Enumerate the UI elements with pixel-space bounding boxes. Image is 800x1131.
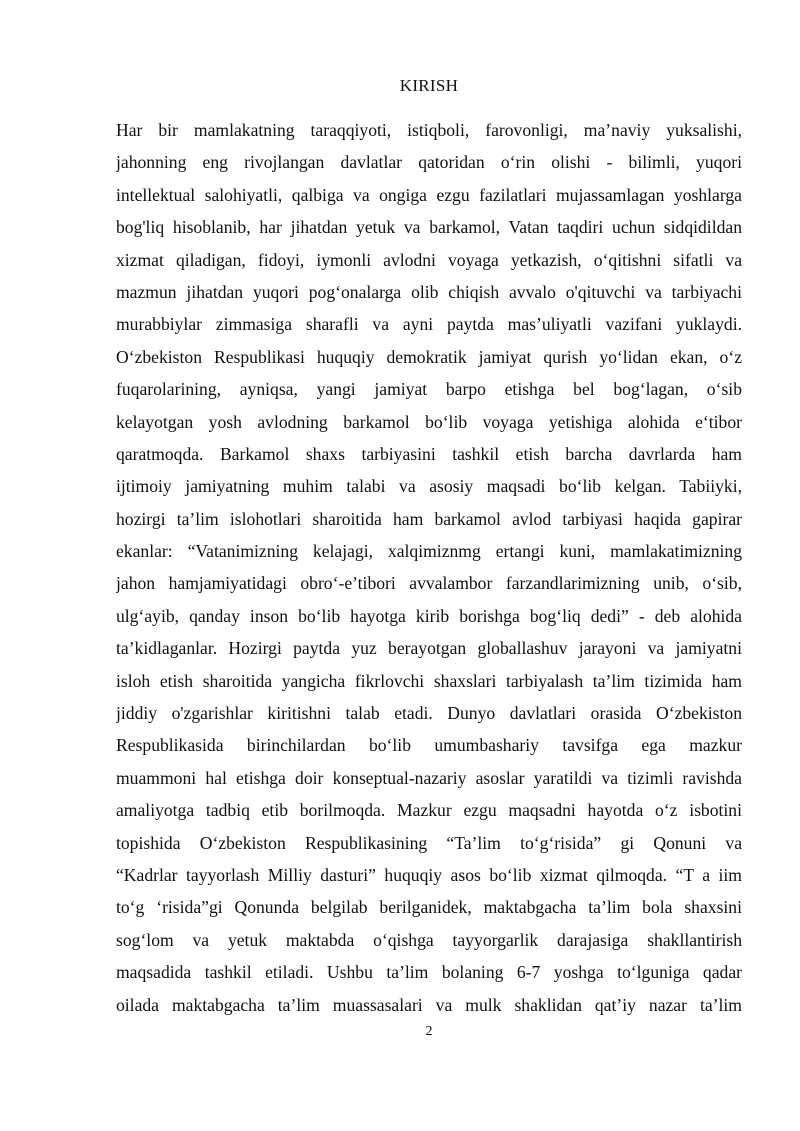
text-line: maqsadida tashkil etiladi. Ushbu ta’lim bolaning 6-7 yoshga to‘lguniga qadar <box>116 962 742 983</box>
text-line: “Kadrlar tayyorlash Milliy dasturi” huquqiy asos bo‘lib xizmat qilmoqda. “T a iim <box>116 864 742 885</box>
text-line: isloh etish sharoitida yangicha fikrlovchi shaxslari tarbiyalash ta’lim tizimida ham <box>116 670 742 691</box>
text-line: murabbiylar zimmasiga sharafli va ayni paytda mas’uliyatli vazifani yuklaydi. <box>116 314 742 335</box>
text-line: jahon hamjamiyatidagi obro‘-e’tibori avvalambor farzandlarimizning unib, o‘sib, <box>116 573 742 594</box>
page-number: 2 <box>425 1024 433 1039</box>
text-line: ekanlar: “Vatanimizning kelajagi, xalqimiznmg ertangi kuni, mamlakatimizning <box>116 541 742 562</box>
text-line: bog'liq hisoblanib, har jihatdan yetuk va barkamol, Vatan taqdiri uchun sidqidildan <box>116 217 742 238</box>
text-line: jiddiy o'zgarishlar kiritishni talab etadi. Dunyo davlatlari orasida O‘zbekiston <box>116 703 742 724</box>
text-line: ulg‘ayib, qanday inson bo‘lib hayotga kirib borishga bog‘liq dedi” - deb alohida <box>116 605 742 626</box>
text-line: intellektual salohiyatli, qalbiga va ongiga ezgu fazilatlari mujassamlagan yoshlarga <box>116 184 742 205</box>
text-line: topishida O‘zbekiston Respublikasining “Ta’lim to‘g‘risida” gi Qonuni va <box>116 832 742 853</box>
text-line: kelayotgan yosh avlodning barkamol bo‘lib voyaga yetishiga alohida e‘tibor <box>116 411 742 432</box>
text-line: jahonning eng rivojlangan davlatlar qatoridan o‘rin olishi - bilimli, yuqori <box>116 152 742 173</box>
text-line: ijtimoiy jamiyatning muhim talabi va asosiy maqsadi bo‘lib kelgan. Tabiiyki, <box>116 476 742 497</box>
text-line: O‘zbekiston Respublikasi huquqiy demokratik jamiyat qurish yo‘lidan ekan, o‘z <box>116 346 742 367</box>
text-line: qaratmoqda. Barkamol shaxs tarbiyasini tashkil etish barcha davrlarda ham <box>116 443 742 464</box>
text-line: mazmun jihatdan yuqori pog‘onalarga olib chiqish avvalo o'qituvchi va tarbiyachi <box>116 281 742 302</box>
text-line: muammoni hal etishga doir konseptual-nazariy asoslar yaratildi va tizimli ravishda <box>116 767 742 788</box>
text-line: oilada maktabgacha ta’lim muassasalari va mulk shaklidan qat’iy nazar ta’lim <box>116 994 742 1015</box>
section-heading: KIRISH <box>399 76 459 95</box>
body-paragraph <box>116 114 742 1021</box>
text-line: xizmat qiladigan, fidoyi, iymonli avlodni voyaga yetkazish, o‘qitishni sifatli va <box>116 249 742 270</box>
text-line: Respublikasida birinchilardan bo‘lib umumbashariy tavsifga ega mazkur <box>116 735 742 756</box>
text-line: to‘g ‘risida”gi Qonunda belgilab berilganidek, maktabgacha ta’lim bola shaxsini <box>116 897 742 918</box>
text-line: fuqarolarining, ayniqsa, yangi jamiyat barpo etishga bel bog‘lagan, o‘sib <box>116 379 742 400</box>
text-line: ta’kidlaganlar. Hozirgi paytda yuz berayotgan globallashuv jarayoni va jamiyatni <box>116 638 742 659</box>
text-line: sog‘lom va yetuk maktabda o‘qishga tayyorgarlik darajasiga shakllantirish <box>116 929 742 950</box>
text-line: amaliyotga tadbiq etib borilmoqda. Mazkur ezgu maqsadni hayotda o‘z isbotini <box>116 800 742 821</box>
text-line: hozirgi ta’lim islohotlari sharoitida ham barkamol avlod tarbiyasi haqida gapirar <box>116 508 742 529</box>
text-line: Har bir mamlakatning taraqqiyoti, istiqboli, farovonligi, ma’naviy yuksalishi, <box>116 120 742 140</box>
